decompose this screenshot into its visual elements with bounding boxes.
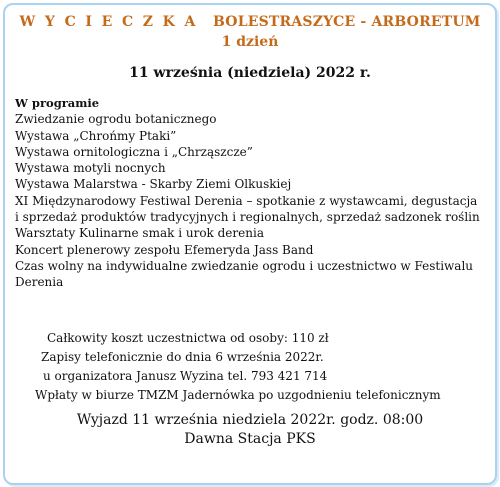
flyer-title bbox=[5, 14, 495, 30]
program-item: Warsztaty Kulinarne smak i urok derenia bbox=[15, 226, 264, 241]
trip-date: 11 września (niedziela) 2022 r. bbox=[129, 65, 371, 81]
payment-line: Wpłaty w biurze TMZM Jadernówka po uzgodnieniu telefonicznym bbox=[35, 388, 441, 402]
title-trip-word: W Y C I E C Z K A bbox=[19, 14, 198, 30]
departure-line: Wyjazd 11 września niedziela 2022r. godz. 08:00 bbox=[76, 412, 424, 428]
title-destination: BOLESTRASZYCE - ARBORETUM bbox=[213, 14, 481, 30]
info-section bbox=[5, 329, 495, 405]
registration-line: Zapisy telefonicznie do dnia 6 września 2022r. bbox=[41, 350, 324, 364]
flyer-subtitle: 1 dzień bbox=[221, 34, 279, 50]
flyer-card bbox=[3, 3, 497, 485]
cost-line: Całkowity koszt uczestnictwa od osoby: 110 zł bbox=[47, 331, 329, 345]
program-item: Koncert plenerowy zespołu Efemeryda Jass Band bbox=[15, 242, 314, 257]
organizer-line: u organizatora Janusz Wyzina tel. 793 421 714 bbox=[43, 369, 328, 383]
departure-section bbox=[5, 411, 495, 449]
program-item: Wystawa ornitologiczna i „Chrząszcze” bbox=[15, 144, 253, 159]
program-item: Wystawa Malarstwa - Skarby Ziemi Olkuskiej bbox=[15, 177, 292, 192]
program-item: Zwiedzanie ogrodu botanicznego bbox=[15, 112, 217, 127]
program-section bbox=[15, 95, 493, 291]
departure-place: Dawna Stacja PKS bbox=[184, 431, 316, 447]
program-item: Czas wolny na indywidualne zwiedzanie ogrodu i uczestnictwo w Festiwalu bbox=[15, 258, 474, 273]
program-item: i sprzedaż produktów tradycyjnych i regionalnych, sprzedaż sadzonek roślin bbox=[15, 210, 480, 225]
program-item: Wystawa „Chrońmy Ptaki” bbox=[15, 128, 177, 143]
program-heading: W programie bbox=[15, 96, 100, 110]
program-item: XI Międzynarodowy Festiwal Derenia – spotkanie z wystawcami, degustacja bbox=[15, 193, 478, 208]
program-item: Derenia bbox=[15, 275, 64, 290]
program-item: Wystawa motyli nocnych bbox=[15, 161, 166, 176]
